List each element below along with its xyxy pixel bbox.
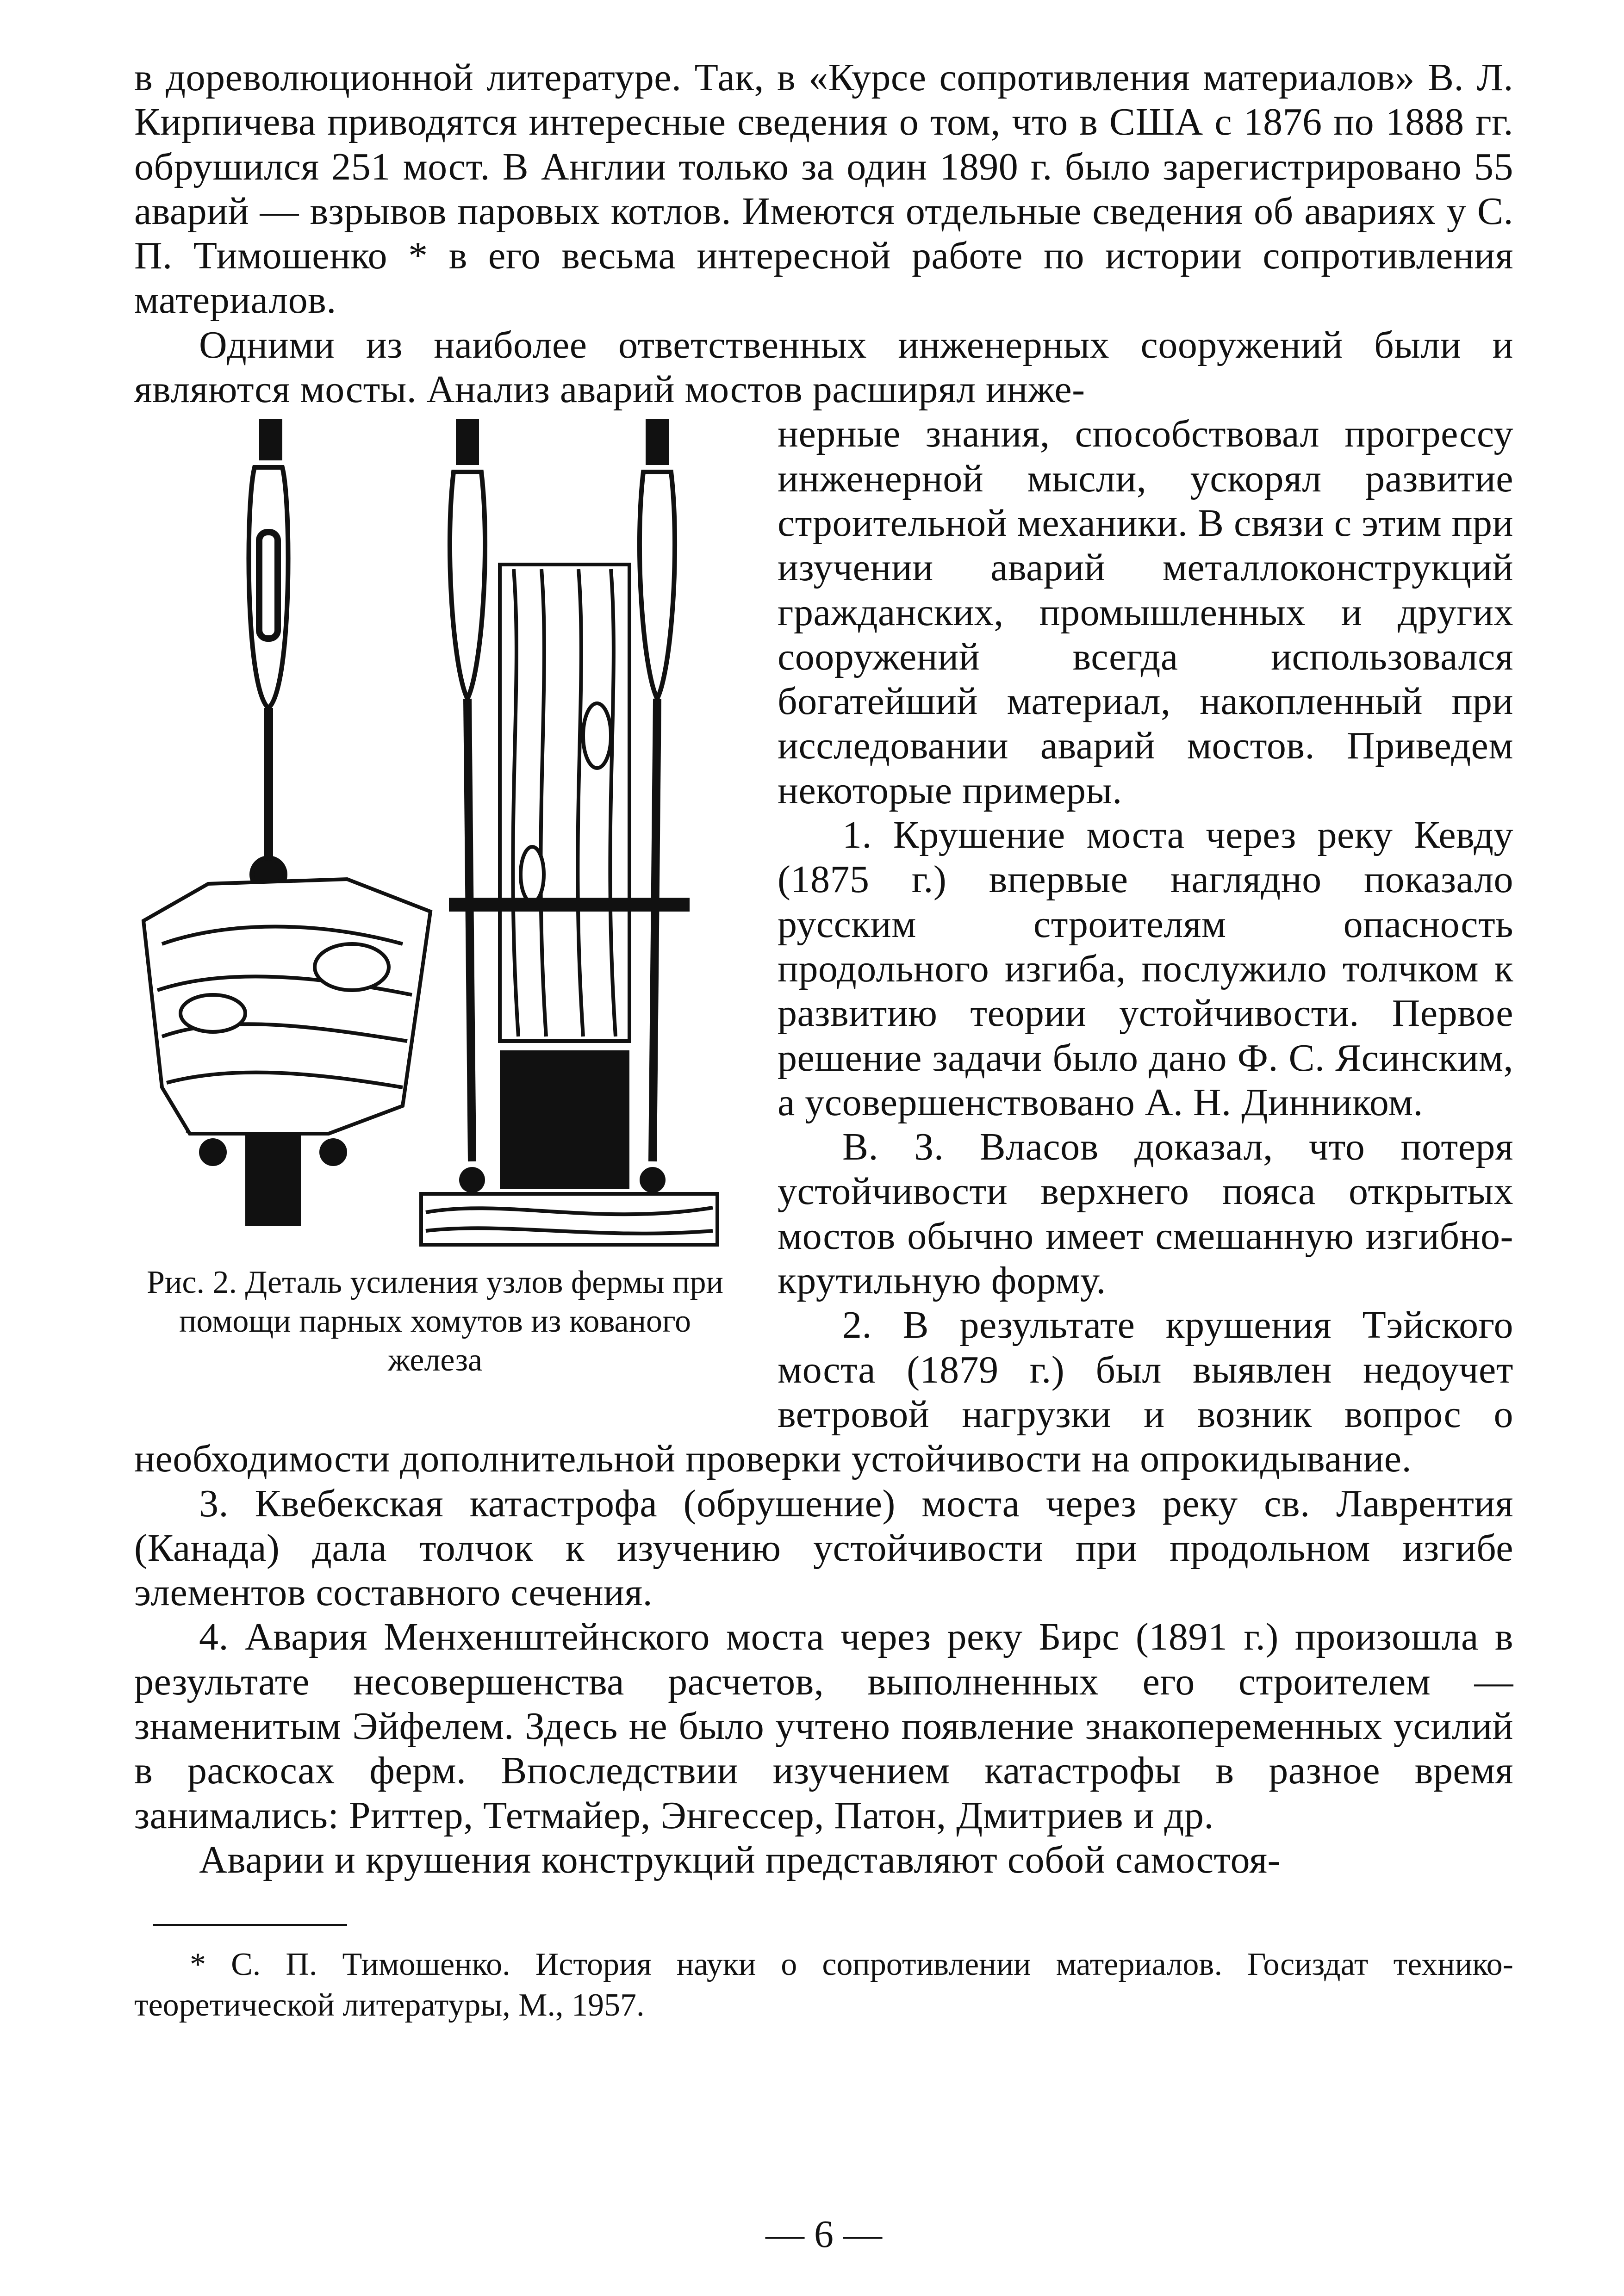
iron-shoe	[500, 1050, 629, 1189]
timber-left	[143, 879, 430, 1134]
paragraph-8: Аварии и крушения конструкций представляют собой самостоя-	[199, 1838, 1281, 1881]
figure-wrap	[134, 412, 1513, 1481]
block-left	[245, 1134, 301, 1226]
paragraph-3: 1. Крушение моста через реку Кевду (1875 г.) впервые наглядно показало русским строителям опасность продольного изгиба, послужило толчком к развитию теории устойчивости. Первое решение задачи было дано Ф. С. Ясинским, а усовершенствовано А. Н. Динником.	[778, 813, 1513, 1124]
figure-caption: Рис. 2. Деталь усиления узлов фермы при помощи парных хомутов из кованого железа	[146, 1265, 724, 1378]
paragraph-4: В. З. Власов доказал, что потеря устойчивости верхнего пояса открытых мостов обычно имеет смешанную изгибно-крутильную форму.	[778, 1125, 1513, 1303]
figure-2	[134, 412, 736, 1430]
footnote-divider	[153, 1924, 347, 1926]
paragraph-5: 2. В результате крушения Тэйского моста (1879 г.) был выявлен недоучет ветровой нагрузки и возник вопрос о необходимости дополнительной проверки устойчивости на опрокидывание.	[134, 1303, 1513, 1481]
timber-base	[421, 1194, 717, 1245]
page-number: — 6 —	[765, 2213, 882, 2256]
timber-post	[500, 565, 629, 1041]
footnote: * С. П. Тимошенко. История науки о сопротивлении материалов. Госиздат технико-теоретической литературы, М., 1957.	[134, 1947, 1513, 2023]
paragraph-6: 3. Квебекская катастрофа (обрушение) моста через реку св. Лаврентия (Канада) дала толчок к изучению устойчивости при продольном изгибе элементов составного сечения.	[134, 1482, 1513, 1614]
paragraph-2-continued: нерные знания, способствовал прогрессу инженерной мысли, ускорял развитие строительной механики. В связи с этим при изучении аварий металлоконструкций гражданских, промышленных и других сооружений всегда использовался богатейший материал, накопленный при исследовании аварий мостов. Приведем некоторые примеры.	[778, 412, 1513, 812]
paragraph-2-intro: Одними из наиболее ответственных инженерных сооружений были и являются мосты. Анализ аварий мостов расширял инже-	[134, 323, 1513, 411]
page-content	[134, 56, 1513, 2256]
paragraph-7: 4. Авария Менхенштейнского моста через реку Бирс (1891 г.) произошла в результате несовершенства расчетов, выполненных его строителем — знаменитым Эйфелем. Здесь не было учтено появление знакопеременных усилий в раскосах ферм. Впоследствии изучением катастрофы в разное время занимались: Риттер, Тетмайер, Энгессер, Патон, Дмитриев и др.	[134, 1615, 1513, 1837]
truss-node-illustration	[134, 412, 736, 1254]
paragraph-1: в дореволюционной литературе. Так, в «Курсе сопротивления материалов» В. Л. Кирпичева приводятся интересные сведения о том, что в США с 1876 по 1888 гг. обрушился 251 мост. В Англии только за один 1890 г. было зарегистрировано 55 аварий — взрывов паровых котлов. Имеются отдельные сведения об авариях у С. П. Тимошенко * в его весьма интересной работе по истории сопротивления материалов.	[134, 56, 1513, 322]
